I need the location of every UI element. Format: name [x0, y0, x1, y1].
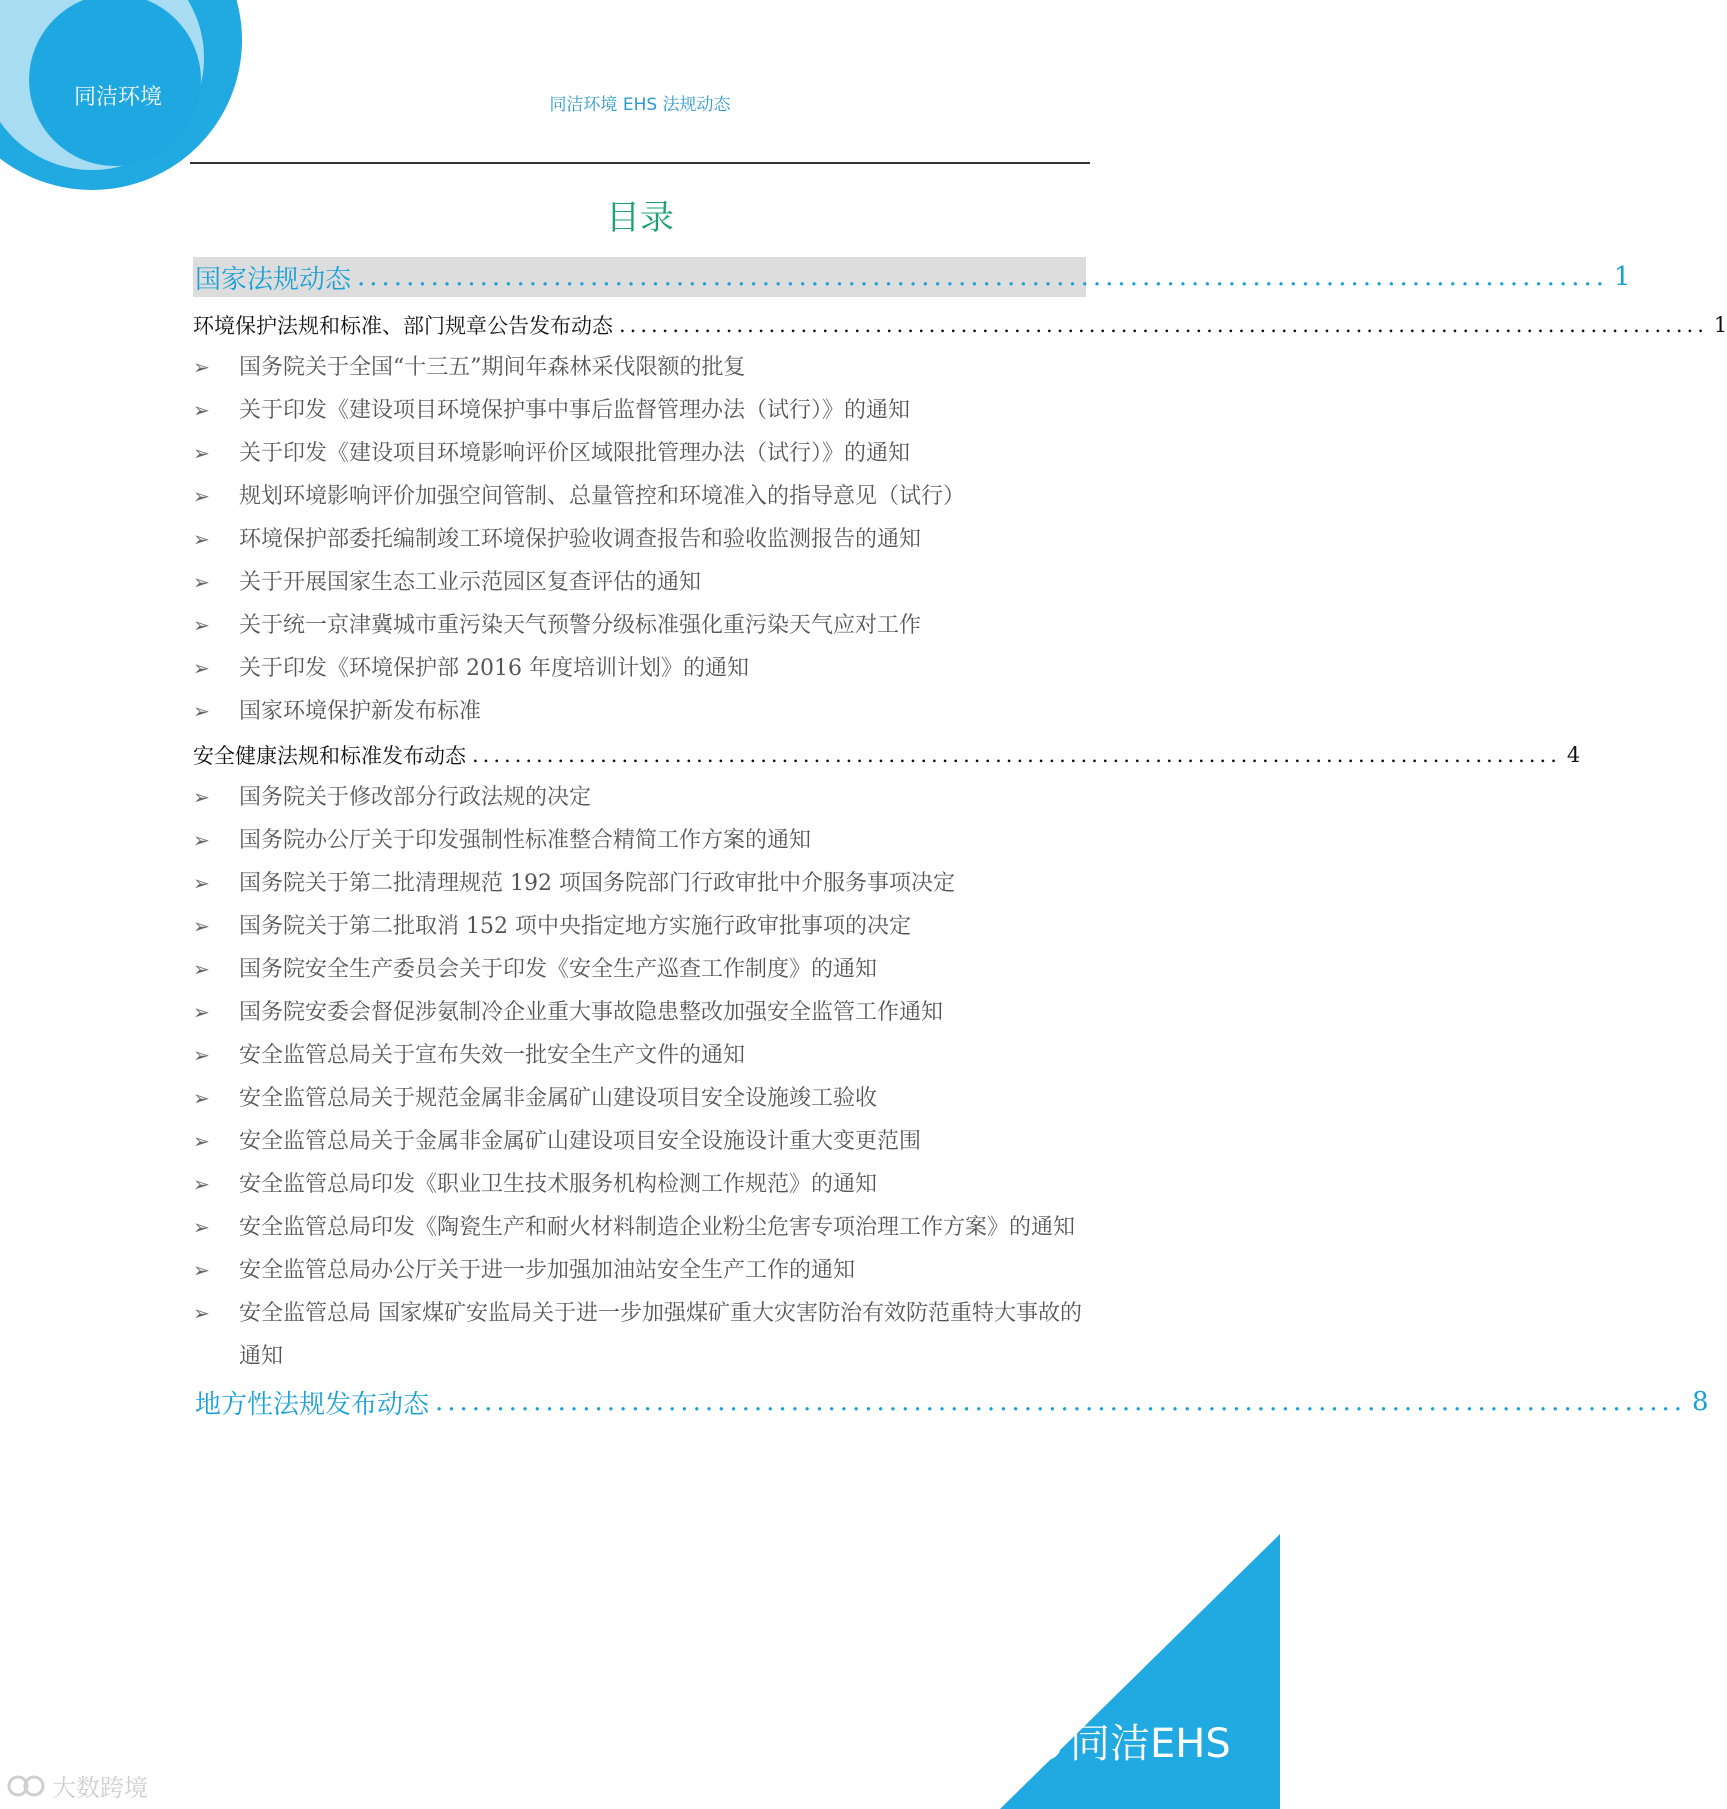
toc-item-label: 关于开展国家生态工业示范园区复查评估的通知	[239, 570, 702, 595]
bullet-arrow-icon: ➢	[193, 570, 210, 594]
bullet-arrow-icon: ➢	[193, 441, 210, 465]
toc-item[interactable]	[193, 561, 1086, 604]
bullet-arrow-icon: ➢	[193, 1301, 210, 1325]
toc-subsection-label: 安全健康法规和标准发布动态	[193, 743, 466, 768]
toc-item[interactable]	[193, 1249, 1086, 1292]
logo-text: 同洁环境	[73, 85, 162, 110]
toc-page-number: 1	[1614, 262, 1631, 292]
toc-item[interactable]	[193, 1292, 1086, 1378]
toc-item-label: 安全监管总局关于宣布失效一批安全生产文件的通知	[239, 1043, 746, 1068]
bullet-arrow-icon: ➢	[193, 914, 210, 938]
toc-item-label: 国务院关于全国“十三五”期间年森林采伐限额的批复	[239, 355, 746, 380]
toc-item-label: 关于统一京津冀城市重污染天气预警分级标准强化重污染天气应对工作	[239, 613, 922, 638]
bullet-arrow-icon: ➢	[193, 1000, 210, 1024]
toc-item-label: 安全监管总局关于金属非金属矿山建设项目安全设施设计重大变更范围	[239, 1129, 922, 1154]
toc-item[interactable]	[193, 604, 1086, 647]
toc-page-number: 4	[1566, 742, 1581, 767]
toc-subsection-env[interactable]	[193, 303, 1727, 346]
toc-section-national[interactable]	[193, 257, 1631, 297]
toc-item-label: 安全监管总局印发《职业卫生技术服务机构检测工作规范》的通知	[239, 1172, 878, 1197]
bullet-arrow-icon: ➢	[193, 1258, 210, 1282]
toc-subsection-safety[interactable]	[193, 733, 1581, 776]
toc-title: 目录	[606, 198, 674, 238]
toc-item[interactable]	[193, 991, 1086, 1034]
toc-item-label: 安全监管总局 国家煤矿安监局关于进一步加强煤矿重大灾害防治有效防范重特大事故的通知	[239, 1301, 1082, 1369]
bullet-arrow-icon: ➢	[193, 613, 210, 637]
watermark	[6, 1768, 148, 1803]
toc-item[interactable]	[193, 1034, 1086, 1077]
wechat-icon	[1010, 1719, 1062, 1763]
toc-item-label: 安全监管总局印发《陶瓷生产和耐火材料制造企业粉尘危害专项治理工作方案》的通知	[239, 1215, 1076, 1240]
toc-item[interactable]	[193, 819, 1086, 862]
toc-item[interactable]	[193, 948, 1086, 991]
toc-item[interactable]	[193, 647, 1086, 690]
toc-item[interactable]	[193, 346, 1086, 389]
toc-item-label: 安全监管总局关于规范金属非金属矿山建设项目安全设施竣工验收	[239, 1086, 878, 1111]
bullet-arrow-icon: ➢	[193, 484, 210, 508]
toc-item-label: 环境保护部委托编制竣工环境保护验收调查报告和验收监测报告的通知	[239, 527, 922, 552]
toc-item[interactable]	[193, 1206, 1086, 1249]
toc-item-label: 关于印发《环境保护部 2016 年度培训计划》的通知	[239, 656, 749, 681]
toc-leader: ......................................................................................................	[435, 1387, 1687, 1417]
toc-page-number: 1	[1713, 312, 1727, 337]
toc-item-label: 关于印发《建设项目环境保护事中事后监督管理办法（试行）》的通知	[239, 398, 911, 423]
bullet-arrow-icon: ➢	[193, 527, 210, 551]
toc-safety-items	[193, 776, 1086, 1378]
wechat-label: 同洁EHS	[1070, 1721, 1231, 1767]
toc-env-items	[193, 346, 1086, 733]
toc-item[interactable]	[193, 862, 1086, 905]
toc-item-label: 国务院关于第二批清理规范 192 项国务院部门行政审批中介服务事项决定	[239, 871, 955, 896]
toc-item-label: 安全监管总局办公厅关于进一步加强加油站安全生产工作的通知	[239, 1258, 856, 1283]
bullet-arrow-icon: ➢	[193, 355, 210, 379]
toc-item-label: 国务院关于修改部分行政法规的决定	[239, 785, 592, 810]
bullet-arrow-icon: ➢	[193, 656, 210, 680]
toc-item-label: 国家环境保护新发布标准	[239, 699, 482, 724]
bullet-arrow-icon: ➢	[193, 828, 210, 852]
toc-leader: ......................................................................................................	[619, 312, 1708, 337]
bullet-arrow-icon: ➢	[193, 1043, 210, 1067]
toc-item[interactable]	[193, 432, 1086, 475]
toc-item[interactable]	[193, 776, 1086, 819]
table-of-contents	[193, 257, 1727, 1428]
toc-item[interactable]	[193, 475, 1086, 518]
toc-subsection-label: 环境保护法规和标准、部门规章公告发布动态	[193, 313, 613, 338]
toc-item-label: 国务院关于第二批取消 152 项中央指定地方实施行政审批事项的决定	[239, 914, 911, 939]
toc-item[interactable]	[193, 1163, 1086, 1206]
toc-leader: ......................................................................................................	[472, 742, 1561, 767]
header-rule	[190, 162, 1090, 164]
toc-item[interactable]	[193, 518, 1086, 561]
toc-item-label: 国务院安全生产委员会关于印发《安全生产巡查工作制度》的通知	[239, 957, 878, 982]
toc-item[interactable]	[193, 690, 1086, 733]
wechat-account-badge	[1010, 1712, 1231, 1769]
toc-item-label: 规划环境影响评价加强空间管制、总量管控和环境准入的指导意见（试行）	[239, 484, 966, 509]
bullet-arrow-icon: ➢	[193, 398, 210, 422]
toc-item-label: 国务院办公厅关于印发强制性标准整合精简工作方案的通知	[239, 828, 812, 853]
toc-leader: ......................................................................................................	[357, 262, 1609, 292]
watermark-text: 大数跨境	[52, 1774, 148, 1802]
bullet-arrow-icon: ➢	[193, 1129, 210, 1153]
toc-item[interactable]	[193, 1077, 1086, 1120]
toc-item-label: 关于印发《建设项目环境影响评价区域限批管理办法（试行）》的通知	[239, 441, 911, 466]
bullet-arrow-icon: ➢	[193, 1215, 210, 1239]
bullet-arrow-icon: ➢	[193, 1172, 210, 1196]
bullet-arrow-icon: ➢	[193, 1086, 210, 1110]
bullet-arrow-icon: ➢	[193, 957, 210, 981]
watermark-logo-icon	[6, 1771, 46, 1801]
toc-item-label: 国务院安委会督促涉氨制冷企业重大事故隐患整改加强安全监管工作通知	[239, 1000, 944, 1025]
toc-item[interactable]	[193, 905, 1086, 948]
bullet-arrow-icon: ➢	[193, 871, 210, 895]
bullet-arrow-icon: ➢	[193, 699, 210, 723]
bullet-arrow-icon: ➢	[193, 785, 210, 809]
toc-item[interactable]	[193, 1120, 1086, 1163]
toc-section-local[interactable]	[193, 1382, 1709, 1422]
toc-section-label: 地方性法规发布动态	[195, 1389, 430, 1420]
toc-section-label: 国家法规动态	[195, 264, 352, 295]
toc-page-number: 8	[1692, 1387, 1709, 1417]
toc-item[interactable]	[193, 389, 1086, 432]
header-title: 同洁环境 EHS 法规动态	[549, 95, 731, 115]
